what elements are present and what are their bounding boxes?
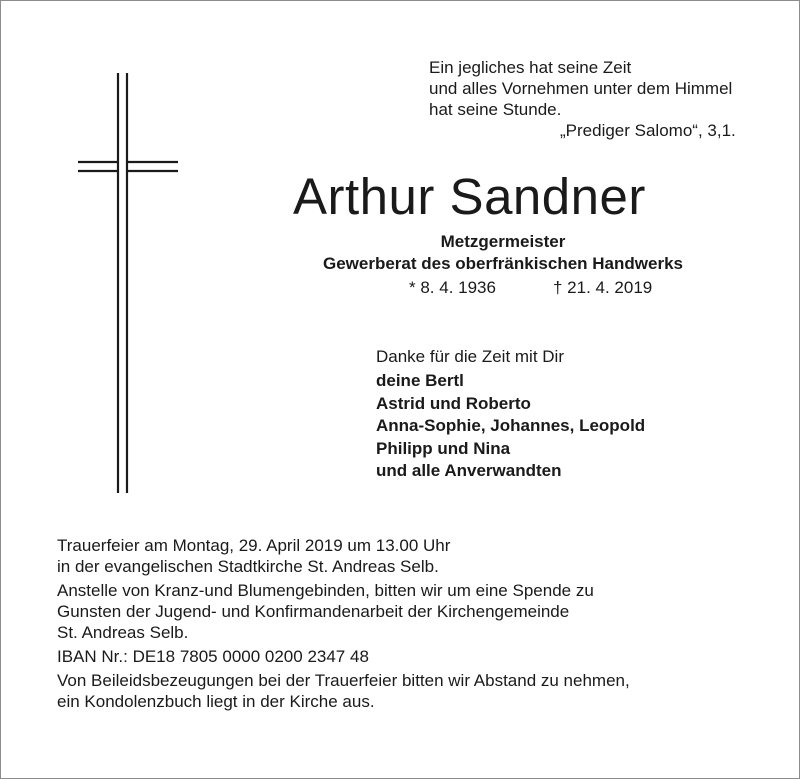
family-list	[376, 370, 645, 483]
info-line: ein Kondolenzbuch liegt in der Kirche aus.	[57, 692, 375, 711]
iban-paragraph	[57, 646, 757, 667]
deceased-profession-block	[279, 231, 727, 275]
deceased-name: Arthur Sandner	[293, 168, 646, 225]
info-line: in der evangelischen Stadtkirche St. Andreas Selb.	[57, 557, 439, 576]
family-member: Anna-Sophie, Johannes, Leopold	[376, 416, 646, 435]
thanks-line: Danke für die Zeit mit Dir	[376, 347, 564, 366]
birth-date: * 8. 4. 1936	[409, 278, 496, 297]
family-member: und alle Anverwandten	[376, 461, 562, 480]
donation-paragraph	[57, 580, 757, 643]
info-line: Von Beileidsbezeugungen bei der Trauerfeier bitten wir Abstand zu nehmen,	[57, 671, 630, 690]
verse-line: und alles Vornehmen unter dem Himmel	[429, 79, 733, 98]
info-line: St. Andreas Selb.	[57, 623, 189, 642]
verse-source: „Prediger Salomo“, 3,1.	[560, 121, 736, 140]
family-member: Philipp und Nina	[376, 438, 511, 458]
bible-verse	[429, 57, 759, 141]
cross-icon	[78, 73, 178, 493]
iban-line: IBAN Nr.: DE18 7805 0000 0200 2347 48	[57, 647, 369, 666]
service-information	[57, 535, 757, 715]
profession: Metzgermeister	[440, 232, 566, 251]
family-member: Astrid und Roberto	[376, 393, 531, 413]
funeral-service-paragraph	[57, 535, 757, 577]
honorary-title: Gewerberat des oberfränkischen Handwerks	[323, 254, 683, 273]
verse-line: Ein jegliches hat seine Zeit	[429, 58, 632, 77]
family-member: deine Bertl	[376, 371, 464, 390]
info-line: Gunsten der Jugend- und Konfirmandenarbeit der Kirchengemeinde	[57, 602, 570, 621]
info-line: Trauerfeier am Montag, 29. April 2019 um 13.00 Uhr	[57, 536, 451, 555]
info-line: Anstelle von Kranz-und Blumengebinden, bitten wir um eine Spende zu	[57, 581, 594, 600]
death-date: † 21. 4. 2019	[553, 278, 653, 297]
condolence-paragraph	[57, 670, 757, 712]
verse-line: hat seine Stunde.	[429, 100, 562, 119]
